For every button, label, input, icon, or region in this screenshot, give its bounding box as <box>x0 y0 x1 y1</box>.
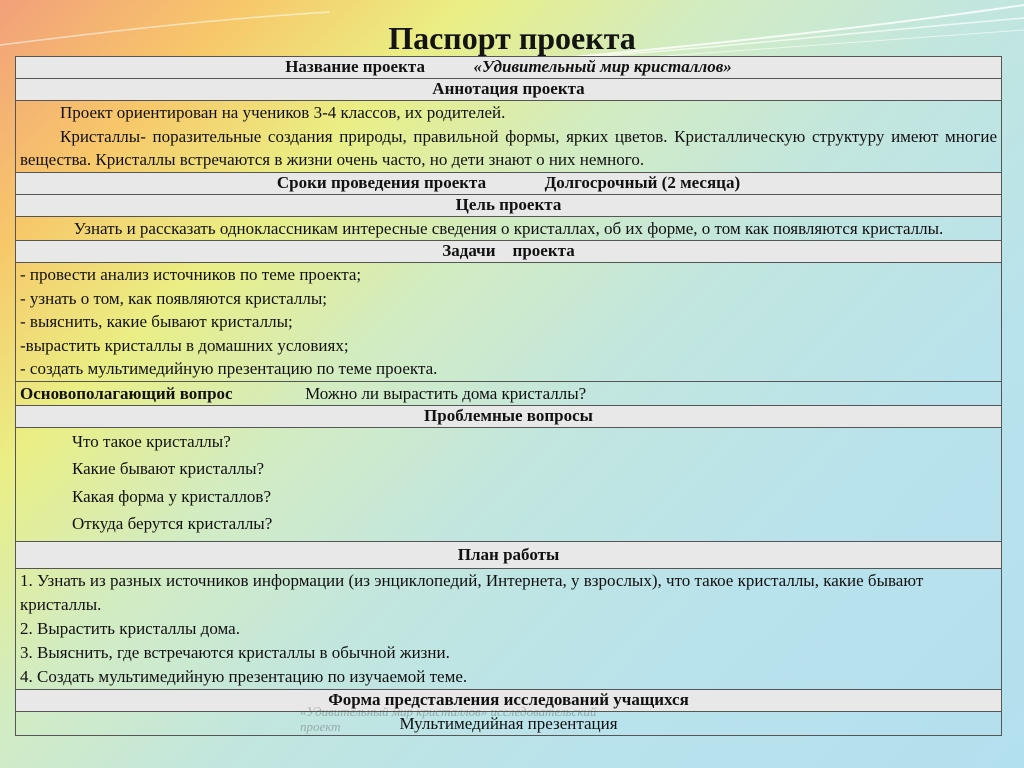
key-question-label: Основополагающий вопрос <box>20 383 233 403</box>
work-plan-item: 1. Узнать из разных источников информации (из энциклопедий, Интернета, у взрослых), что такое кристаллы, какие бывают кристаллы. <box>20 570 924 614</box>
key-question-row <box>16 381 1002 405</box>
faded-footer-text: «Удивительный мир кристаллов» исследовательский проект <box>300 704 597 734</box>
presentation-form-header: Форма представления исследований учащихся <box>16 689 1002 711</box>
problem-question-item: Какие бывают кристаллы? <box>72 459 265 478</box>
work-plan-item: 2. Вырастить кристаллы дома. <box>20 618 240 638</box>
page-title: Паспорт проекта <box>388 20 636 56</box>
key-question-value: Можно ли вырастить дома кристаллы? <box>305 383 587 403</box>
goal-header-row <box>16 194 1002 216</box>
goal-body-row <box>16 216 1002 241</box>
task-item: - провести анализ источников по теме проекта; <box>20 265 362 284</box>
work-plan-header-row <box>16 541 1002 568</box>
problem-question-item: Какая форма у кристаллов? <box>72 486 271 506</box>
tasks-body-row <box>16 263 1002 382</box>
task-item: - выяснить, какие бывают кристаллы; <box>20 312 293 331</box>
goal-header: Цель проекта <box>16 194 1002 216</box>
project-name-label: Название проекта <box>285 57 425 76</box>
annotation-body-row <box>16 101 1002 173</box>
project-name-row <box>16 57 1002 79</box>
task-item: -вырастить кристаллы в домашних условиях; <box>20 335 349 355</box>
annotation-header: Аннотация проекта <box>16 79 1002 101</box>
problem-question-item: Откуда берутся кристаллы? <box>72 514 273 533</box>
timing-label: Сроки проведения проекта <box>276 172 487 192</box>
annotation-paragraph-2: Кристаллы- поразительные создания природы, правильной формы, ярких цветов. Кристаллическую структуру имеют многие вещества. Кристаллы встречаются в жизни очень часто, но дети знают о них немного. <box>20 126 997 169</box>
goal-text: Узнать и рассказать одноклассникам интересные сведения о кристаллах, об их форме, о том как появляются кристаллы. <box>16 216 1002 241</box>
work-plan-header: План работы <box>16 541 1002 568</box>
timing-value: Долгосрочный (2 месяца) <box>544 172 741 192</box>
tasks-header: Задачи проекта <box>16 241 1002 263</box>
project-name-value: «Удивительный мир кристаллов» <box>473 57 732 76</box>
project-passport-table <box>15 56 1002 736</box>
work-plan-item: 3. Выяснить, где встречаются кристаллы в обычной жизни. <box>20 642 450 662</box>
presentation-form-value: Мультимедийная презентация <box>16 711 1002 736</box>
annotation-paragraph-1: Проект ориентирован на учеников 3-4 классов, их родителей. <box>60 103 506 122</box>
problem-questions-header-row <box>16 405 1002 427</box>
work-plan-body-row <box>16 568 1002 689</box>
tasks-header-row <box>16 241 1002 263</box>
task-item: - создать мультимедийную презентацию по теме проекта. <box>20 359 438 378</box>
problem-questions-header: Проблемные вопросы <box>16 405 1002 427</box>
problem-question-item: Что такое кристаллы? <box>72 431 231 451</box>
task-item: - узнать о том, как появляются кристаллы; <box>20 288 327 308</box>
annotation-header-row <box>16 79 1002 101</box>
timing-row <box>16 172 1002 194</box>
problem-questions-body-row <box>16 427 1002 541</box>
work-plan-item: 4. Создать мультимедийную презентацию по изучаемой теме. <box>20 666 468 686</box>
